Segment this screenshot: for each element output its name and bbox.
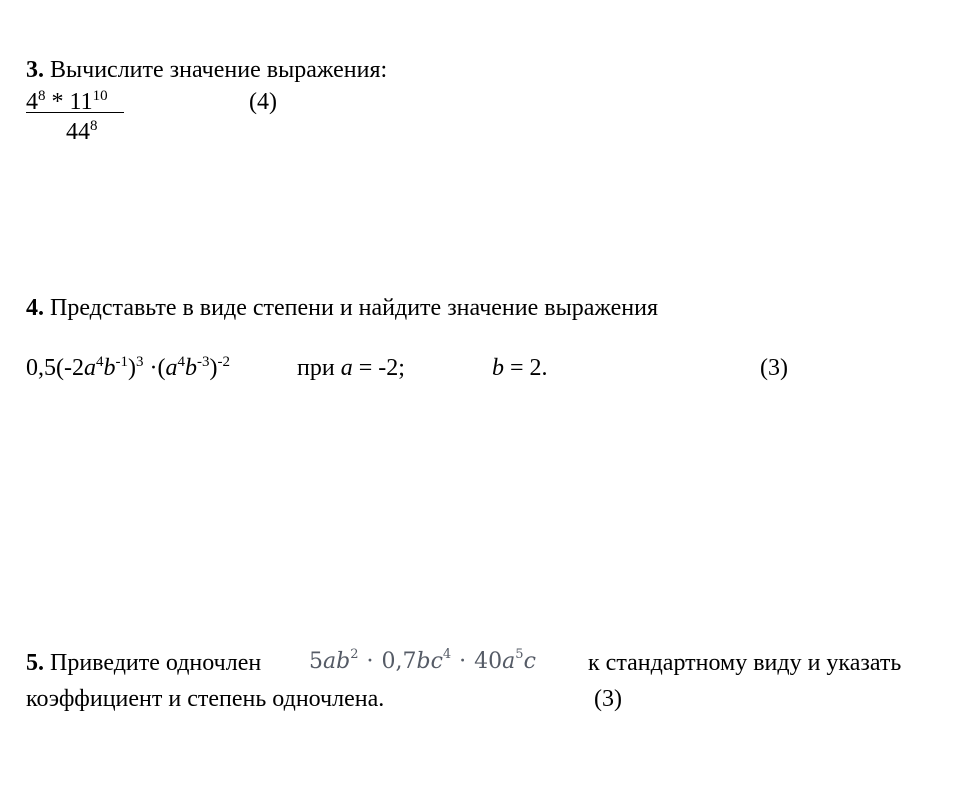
- exp: -3: [196, 354, 210, 370]
- var-bc: bc: [416, 649, 443, 674]
- num-exp-8: 8: [38, 88, 46, 104]
- fraction-bar: [26, 112, 124, 113]
- exp: 3: [135, 354, 144, 370]
- task4-heading: [26, 296, 658, 320]
- var-a: a: [340, 355, 353, 381]
- task4-instruction: Представьте в виде степени и найдите значение выражения: [50, 295, 659, 321]
- task4-number: 4.: [26, 295, 44, 321]
- task5-instruction-end: к стандартному виду и указать: [588, 650, 902, 676]
- den-base-44: 44: [66, 119, 90, 145]
- task3-points: (4): [249, 89, 277, 115]
- var-c: c: [523, 649, 536, 674]
- task3-numerator: [26, 90, 108, 114]
- task5-points: (3): [594, 686, 622, 712]
- num-base-11: 11: [69, 89, 93, 115]
- coef-0-7: 0,7: [381, 649, 417, 674]
- coef-5: 5: [309, 649, 323, 674]
- task3-heading: [26, 58, 387, 82]
- task5-monomial: [309, 647, 536, 674]
- var-b: b: [492, 355, 504, 381]
- var-b: b: [103, 355, 116, 381]
- exp: 4: [442, 647, 452, 662]
- condition-b-value: = 2.: [504, 355, 548, 381]
- var-b: b: [184, 355, 197, 381]
- exp: 5: [515, 647, 524, 662]
- task4-expression: [26, 356, 230, 380]
- expr-part: ): [127, 355, 136, 381]
- coef-40: 40: [474, 649, 503, 674]
- exp: 4: [177, 354, 185, 370]
- mult-dot: ·: [366, 649, 374, 674]
- task5-line2: коэффициент и степень одночлена.: [26, 686, 385, 712]
- exp: 2: [350, 647, 359, 662]
- task5-number: 5.: [26, 650, 44, 676]
- num-exp-10: 10: [92, 88, 108, 104]
- condition-label: при: [297, 355, 335, 381]
- var-a: a: [502, 649, 516, 674]
- expr-part: ): [209, 355, 218, 381]
- task3-number: 3.: [26, 57, 44, 83]
- task4-condition-a: [297, 356, 405, 380]
- num-base-4: 4: [26, 89, 38, 115]
- condition-a-value: = -2;: [352, 355, 405, 381]
- den-exp-8: 8: [90, 118, 98, 134]
- exp: -1: [115, 354, 128, 370]
- task3-instruction: Вычислите значение выражения:: [50, 57, 388, 83]
- num-operator: *: [51, 89, 64, 115]
- mult-dot: ·: [459, 649, 467, 674]
- exp: 4: [95, 354, 104, 370]
- task4-condition-b: [492, 356, 548, 380]
- exp: -2: [217, 354, 230, 370]
- task5-line1: [26, 651, 261, 675]
- var-a: a: [165, 355, 178, 381]
- expr-part: ·(: [143, 355, 166, 381]
- expr-part: 0,5(-2: [26, 355, 84, 381]
- var-a: a: [83, 355, 96, 381]
- task3-denominator: [66, 120, 98, 144]
- var-ab: ab: [323, 649, 351, 674]
- task5-instruction-start: Приведите одночлен: [50, 650, 262, 676]
- task4-points: (3): [760, 355, 788, 381]
